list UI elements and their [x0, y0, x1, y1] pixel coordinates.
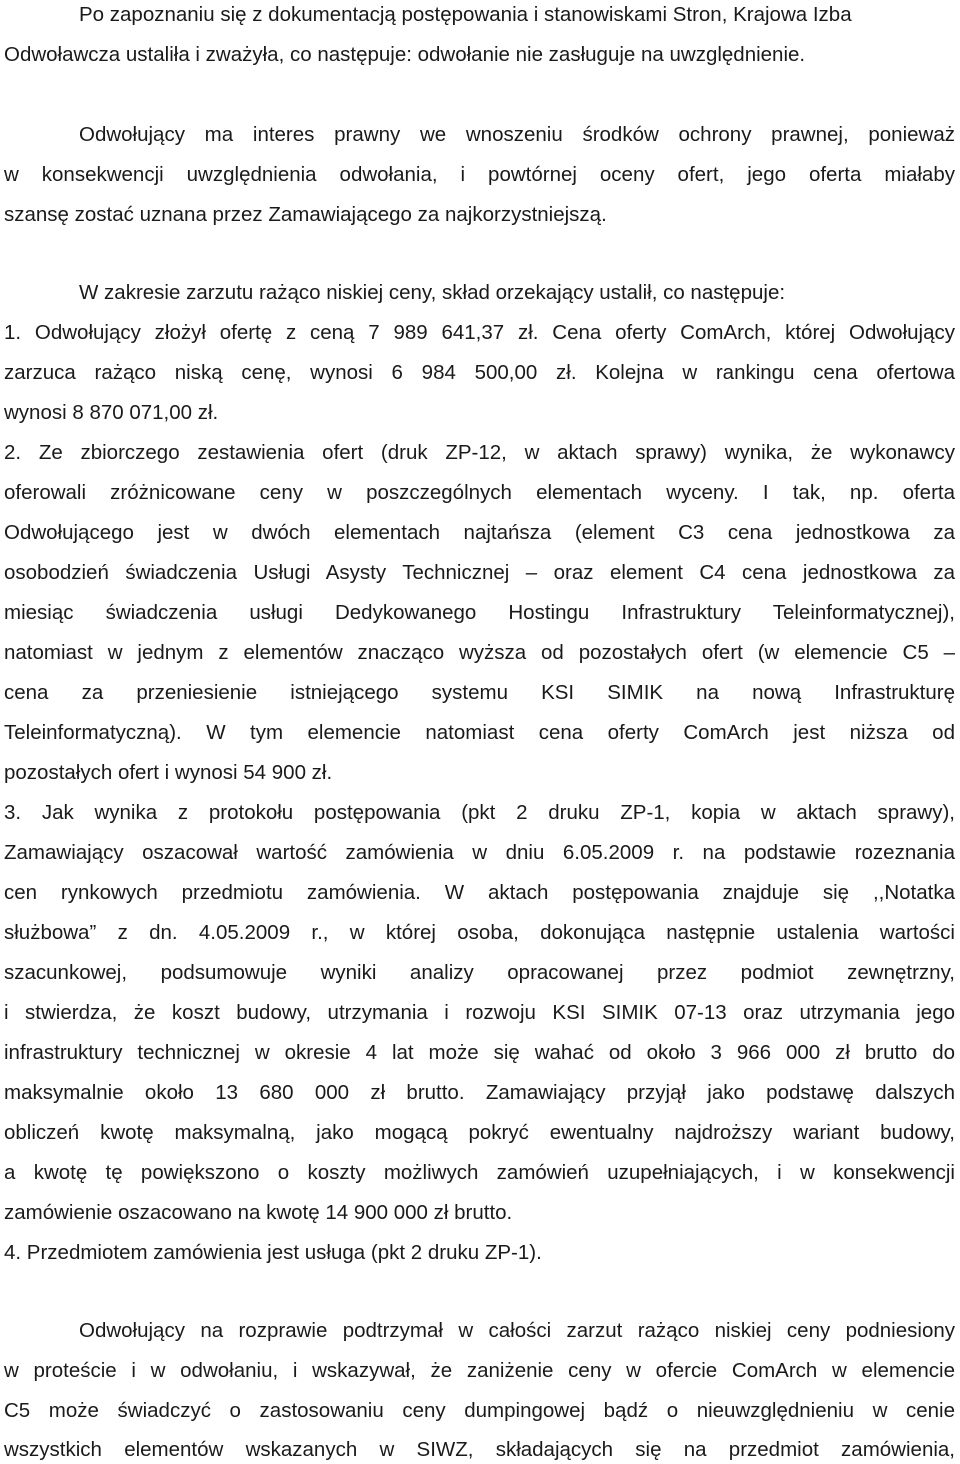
paragraph-line: oferowali zróżnicowane ceny w poszczególnych elementach wyceny. I tak, np. oferta	[4, 481, 955, 504]
paragraph-line: infrastruktury technicznej w okresie 4 lat może się wahać od około 3 966 000 zł brutto do	[4, 1041, 955, 1064]
paragraph-line: osobodzień świadczenia Usługi Asysty Technicznej – oraz element C4 cena jednostkowa za	[4, 561, 955, 584]
paragraph-line: maksymalnie około 13 680 000 zł brutto. Zamawiający przyjął jako podstawę dalszych	[4, 1081, 955, 1104]
paragraph-line: Odwołujący ma interes prawny we wnoszeniu środków ochrony prawnej, ponieważ	[79, 123, 955, 146]
paragraph-line: 4. Przedmiotem zamówienia jest usługa (pkt 2 druku ZP-1).	[4, 1241, 542, 1264]
paragraph-line: służbowa” z dn. 4.05.2009 r., w której osoba, dokonująca następnie ustalenia wartości	[4, 921, 955, 944]
paragraph-line: a kwotę tę powiększono o koszty możliwych zamówień uzupełniających, i w konsekwencji	[4, 1161, 955, 1184]
paragraph-line: obliczeń kwotę maksymalną, jako mogącą pokryć ewentualny najdroższy wariant budowy,	[4, 1121, 955, 1144]
paragraph-line: miesiąc świadczenia usługi Dedykowanego Hostingu Infrastruktury Teleinformatycznej),	[4, 601, 955, 624]
paragraph-line: zarzuca rażąco niską cenę, wynosi 6 984 500,00 zł. Kolejna w rankingu cena ofertowa	[4, 361, 955, 384]
paragraph-line: 2. Ze zbiorczego zestawienia ofert (druk ZP-12, w aktach sprawy) wynika, że wykonawcy	[4, 441, 955, 464]
paragraph-line: natomiast w jednym z elementów znacząco wyższa od pozostałych ofert (w elemencie C5 –	[4, 641, 955, 664]
paragraph-line: 1. Odwołujący złożył ofertę z ceną 7 989 641,37 zł. Cena oferty ComArch, której Odwołujący	[4, 321, 955, 344]
paragraph-line: wynosi 8 870 071,00 zł.	[4, 401, 219, 424]
paragraph-line: 3. Jak wynika z protokołu postępowania (pkt 2 druku ZP-1, kopia w aktach sprawy),	[4, 801, 955, 824]
paragraph-line: w proteście i w odwołaniu, i wskazywał, że zaniżenie ceny w ofercie ComArch w elemencie	[4, 1359, 955, 1382]
paragraph-line: cen rynkowych przedmiotu zamówienia. W aktach postępowania znajduje się ,,Notatka	[4, 881, 955, 904]
paragraph-line: Odwołujący na rozprawie podtrzymał w całości zarzut rażąco niskiej ceny podniesiony	[79, 1319, 955, 1342]
paragraph-line: wszystkich elementów wskazanych w SIWZ, składających się na przedmiot zamówienia,	[4, 1438, 955, 1461]
paragraph-line: C5 może świadczyć o zastosowaniu ceny dumpingowej bądź o nieuwzględnieniu w cenie	[4, 1399, 955, 1422]
paragraph-line: Odwoławcza ustaliła i zważyła, co następuje: odwołanie nie zasługuje na uwzględnienie.	[4, 43, 806, 66]
paragraph-line: szacunkowej, podsumowuje wyniki analizy opracowanej przez podmiot zewnętrzny,	[4, 961, 955, 984]
paragraph-line: szansę zostać uznana przez Zamawiającego za najkorzystniejszą.	[4, 203, 607, 226]
paragraph-line: Odwołującego jest w dwóch elementach najtańsza (element C3 cena jednostkowa za	[4, 521, 955, 544]
paragraph-line: cena za przeniesienie istniejącego systemu KSI SIMIK na nową Infrastrukturę	[4, 681, 955, 704]
paragraph-line: pozostałych ofert i wynosi 54 900 zł.	[4, 761, 333, 784]
paragraph-line: Po zapoznaniu się z dokumentacją postępowania i stanowiskami Stron, Krajowa Izba	[79, 3, 852, 26]
paragraph-line: Teleinformatyczną). W tym elemencie natomiast cena oferty ComArch jest niższa od	[4, 721, 955, 744]
paragraph-line: i stwierdza, że koszt budowy, utrzymania i rozwoju KSI SIMIK 07-13 oraz utrzymania jego	[4, 1001, 955, 1024]
paragraph-line: Zamawiający oszacował wartość zamówienia w dniu 6.05.2009 r. na podstawie rozeznania	[4, 841, 955, 864]
paragraph-line: W zakresie zarzutu rażąco niskiej ceny, skład orzekający ustalił, co następuje:	[79, 281, 786, 304]
paragraph-line: zamówienie oszacowano na kwotę 14 900 000 zł brutto.	[4, 1201, 513, 1224]
paragraph-line: w konsekwencji uwzględnienia odwołania, i powtórnej oceny ofert, jego oferta miałaby	[4, 163, 955, 186]
